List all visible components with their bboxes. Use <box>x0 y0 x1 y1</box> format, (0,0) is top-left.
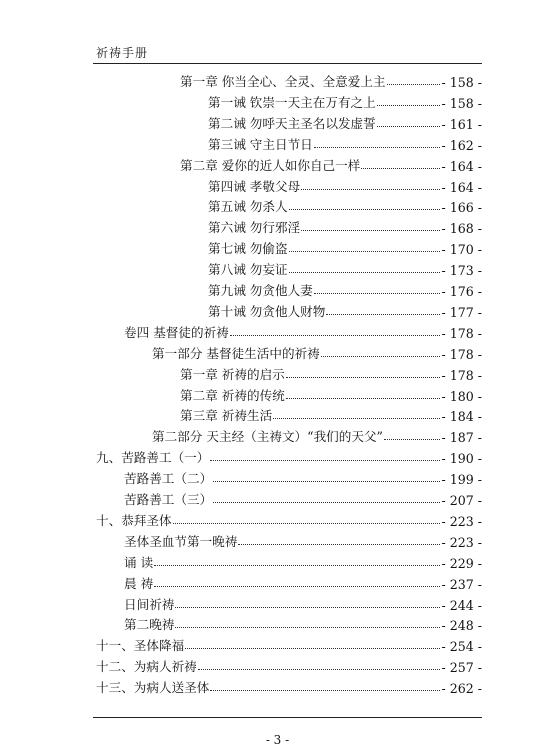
toc-entry[interactable] <box>124 488 482 508</box>
toc-entry-title: 第二诫 勿呼天主圣名以发虚誓 <box>208 116 376 131</box>
toc-dot-leader <box>361 168 440 169</box>
toc-entry-page: - 254 - <box>441 639 482 654</box>
toc-entry-title: 十二、为病人祈祷 <box>96 659 197 674</box>
toc-entry-title: 第五诫 勿杀人 <box>208 199 288 214</box>
toc-entry-page: - 199 - <box>441 472 482 487</box>
toc-entry-page: - 178 - <box>441 368 482 383</box>
toc-entry-title: 第二章 爱你的近人如你自己一样 <box>180 158 361 173</box>
toc-entry-page: - 164 - <box>441 159 482 174</box>
toc-entry-page: - 237 - <box>441 577 482 592</box>
toc-entry-page: - 158 - <box>441 75 482 90</box>
toc-entry[interactable] <box>180 363 482 383</box>
toc-entry-page: - 161 - <box>441 117 482 132</box>
toc-dot-leader <box>210 690 440 691</box>
toc-dot-leader <box>198 669 441 670</box>
toc-entry[interactable] <box>152 425 482 445</box>
toc-entry[interactable] <box>208 258 482 278</box>
toc-entry[interactable] <box>180 154 482 174</box>
toc-entry[interactable] <box>124 551 482 571</box>
toc-entry-title: 第二晚祷 <box>124 617 175 632</box>
toc-entry-title: 九、苦路善工（一） <box>96 450 210 465</box>
toc-entry-title: 第二部分 天主经（主祷文）“我们的天父” <box>152 429 383 444</box>
toc-dot-leader <box>185 648 440 649</box>
toc-entry-page: - 158 - <box>441 96 482 111</box>
running-header: 祈祷手册 <box>96 46 149 60</box>
toc-entry-page: - 176 - <box>441 284 482 299</box>
toc-entry[interactable] <box>96 655 482 675</box>
toc-entry[interactable] <box>180 384 482 404</box>
toc-entry[interactable] <box>208 112 482 132</box>
toc-entry-page: - 248 - <box>441 618 482 633</box>
toc-dot-leader <box>321 356 441 357</box>
toc-dot-leader <box>210 460 440 461</box>
toc-entry-title: 第三诫 守主日节日 <box>208 137 313 152</box>
header-divider <box>93 63 482 64</box>
toc-entry[interactable] <box>124 613 482 633</box>
toc-entry-title: 苦路善工（二） <box>124 471 213 486</box>
toc-dot-leader <box>213 502 440 503</box>
toc-dot-leader <box>384 439 440 440</box>
toc-entry-page: - 178 - <box>441 326 482 341</box>
toc-entry-page: - 164 - <box>441 180 482 195</box>
toc-entry-page: - 173 - <box>441 263 482 278</box>
toc-dot-leader <box>238 544 440 545</box>
toc-entry-title: 晨 祷 <box>124 576 154 591</box>
toc-entry-page: - 166 - <box>441 200 482 215</box>
toc-entry-title: 第六诫 勿行邪淫 <box>208 220 301 235</box>
toc-entry-title: 第八诫 勿妄证 <box>208 262 288 277</box>
toc-dot-leader <box>377 105 441 106</box>
toc-entry-title: 第七诫 勿偷盗 <box>208 241 288 256</box>
toc-entry[interactable] <box>96 634 482 654</box>
toc-dot-leader <box>301 189 440 190</box>
toc-dot-leader <box>314 147 441 148</box>
footer-divider <box>93 717 482 718</box>
toc-entry-title: 第一章 你当全心、全灵、全意爱上主 <box>180 74 386 89</box>
toc-entry-title: 第四诫 孝敬父母 <box>208 179 301 194</box>
toc-entry-title: 圣体圣血节第一晚祷 <box>124 534 238 549</box>
toc-entry-title: 第一部分 基督徒生活中的祈祷 <box>152 346 320 361</box>
toc-entry[interactable] <box>96 509 482 529</box>
toc-entry-title: 十、恭拜圣体 <box>96 513 172 528</box>
toc-dot-leader <box>314 293 441 294</box>
toc-entry[interactable] <box>124 467 482 487</box>
toc-entry[interactable] <box>208 91 482 111</box>
toc-dot-leader <box>289 209 441 210</box>
toc-entry[interactable] <box>208 133 482 153</box>
toc-entry[interactable] <box>208 175 482 195</box>
toc-dot-leader <box>273 418 440 419</box>
toc-entry-title: 第三章 祈祷生活 <box>180 408 273 423</box>
toc-entry-title: 第二章 祈祷的传统 <box>180 388 285 403</box>
toc-dot-leader <box>175 607 440 608</box>
toc-entry-title: 十三、为病人送圣体 <box>96 680 210 695</box>
toc-dot-leader <box>326 314 440 315</box>
toc-entry-page: - 180 - <box>441 389 482 404</box>
toc-dot-leader <box>286 377 441 378</box>
toc-entry[interactable] <box>208 195 482 215</box>
toc-dot-leader <box>173 523 441 524</box>
toc-dot-leader <box>387 84 441 85</box>
toc-entry[interactable] <box>208 237 482 257</box>
toc-dot-leader <box>289 251 441 252</box>
toc-dot-leader <box>377 126 441 127</box>
toc-dot-leader <box>175 627 440 628</box>
toc-entry-page: - 190 - <box>441 451 482 466</box>
toc-dot-leader <box>301 230 440 231</box>
toc-entry-page: - 168 - <box>441 221 482 236</box>
toc-entry-page: - 184 - <box>441 409 482 424</box>
toc-entry-title: 第一章 祈祷的启示 <box>180 367 285 382</box>
toc-dot-leader <box>154 565 440 566</box>
toc-entry-title: 苦路善工（三） <box>124 492 213 507</box>
toc-entry[interactable] <box>124 530 482 550</box>
toc-entry-title: 十一、圣体降福 <box>96 638 185 653</box>
toc-entry-page: - 223 - <box>441 535 482 550</box>
toc-entry[interactable] <box>124 321 482 341</box>
toc-entry-page: - 244 - <box>441 598 482 613</box>
toc-entry-page: - 178 - <box>441 347 482 362</box>
toc-entry-title: 第九诫 勿贪他人妻 <box>208 283 313 298</box>
toc-entry-title: 第一诫 钦崇一天主在万有之上 <box>208 95 376 110</box>
toc-entry-page: - 257 - <box>441 660 482 675</box>
toc-entry[interactable] <box>208 300 482 320</box>
toc-entry-title: 卷四 基督徒的祈祷 <box>124 325 229 340</box>
toc-dot-leader <box>154 586 440 587</box>
toc-dot-leader <box>213 481 440 482</box>
toc-dot-leader <box>289 272 441 273</box>
toc-entry[interactable] <box>208 279 482 299</box>
toc-entry[interactable] <box>152 342 482 362</box>
toc-entry[interactable] <box>96 676 482 696</box>
toc-entry-page: - 223 - <box>441 514 482 529</box>
toc-entry-page: - 187 - <box>441 430 482 445</box>
toc-entry-title: 诵 读 <box>124 555 154 570</box>
toc-entry[interactable] <box>208 216 482 236</box>
toc-dot-leader <box>230 335 441 336</box>
toc-entry-page: - 207 - <box>441 493 482 508</box>
toc-entry-title: 第十诫 勿贪他人财物 <box>208 304 326 319</box>
toc-entry[interactable] <box>180 404 482 424</box>
page-number: - 3 - <box>265 733 290 747</box>
toc-dot-leader <box>286 398 441 399</box>
toc-entry-title: 日间祈祷 <box>124 597 175 612</box>
toc-entry-page: - 170 - <box>441 242 482 257</box>
toc-entry-page: - 162 - <box>441 138 482 153</box>
toc-entry[interactable] <box>124 572 482 592</box>
toc-entry[interactable] <box>96 446 482 466</box>
toc-entry[interactable] <box>124 593 482 613</box>
toc-entry-page: - 229 - <box>441 556 482 571</box>
toc-entry[interactable] <box>180 70 482 90</box>
toc-entry-page: - 177 - <box>441 305 482 320</box>
toc-entry-page: - 262 - <box>441 681 482 696</box>
